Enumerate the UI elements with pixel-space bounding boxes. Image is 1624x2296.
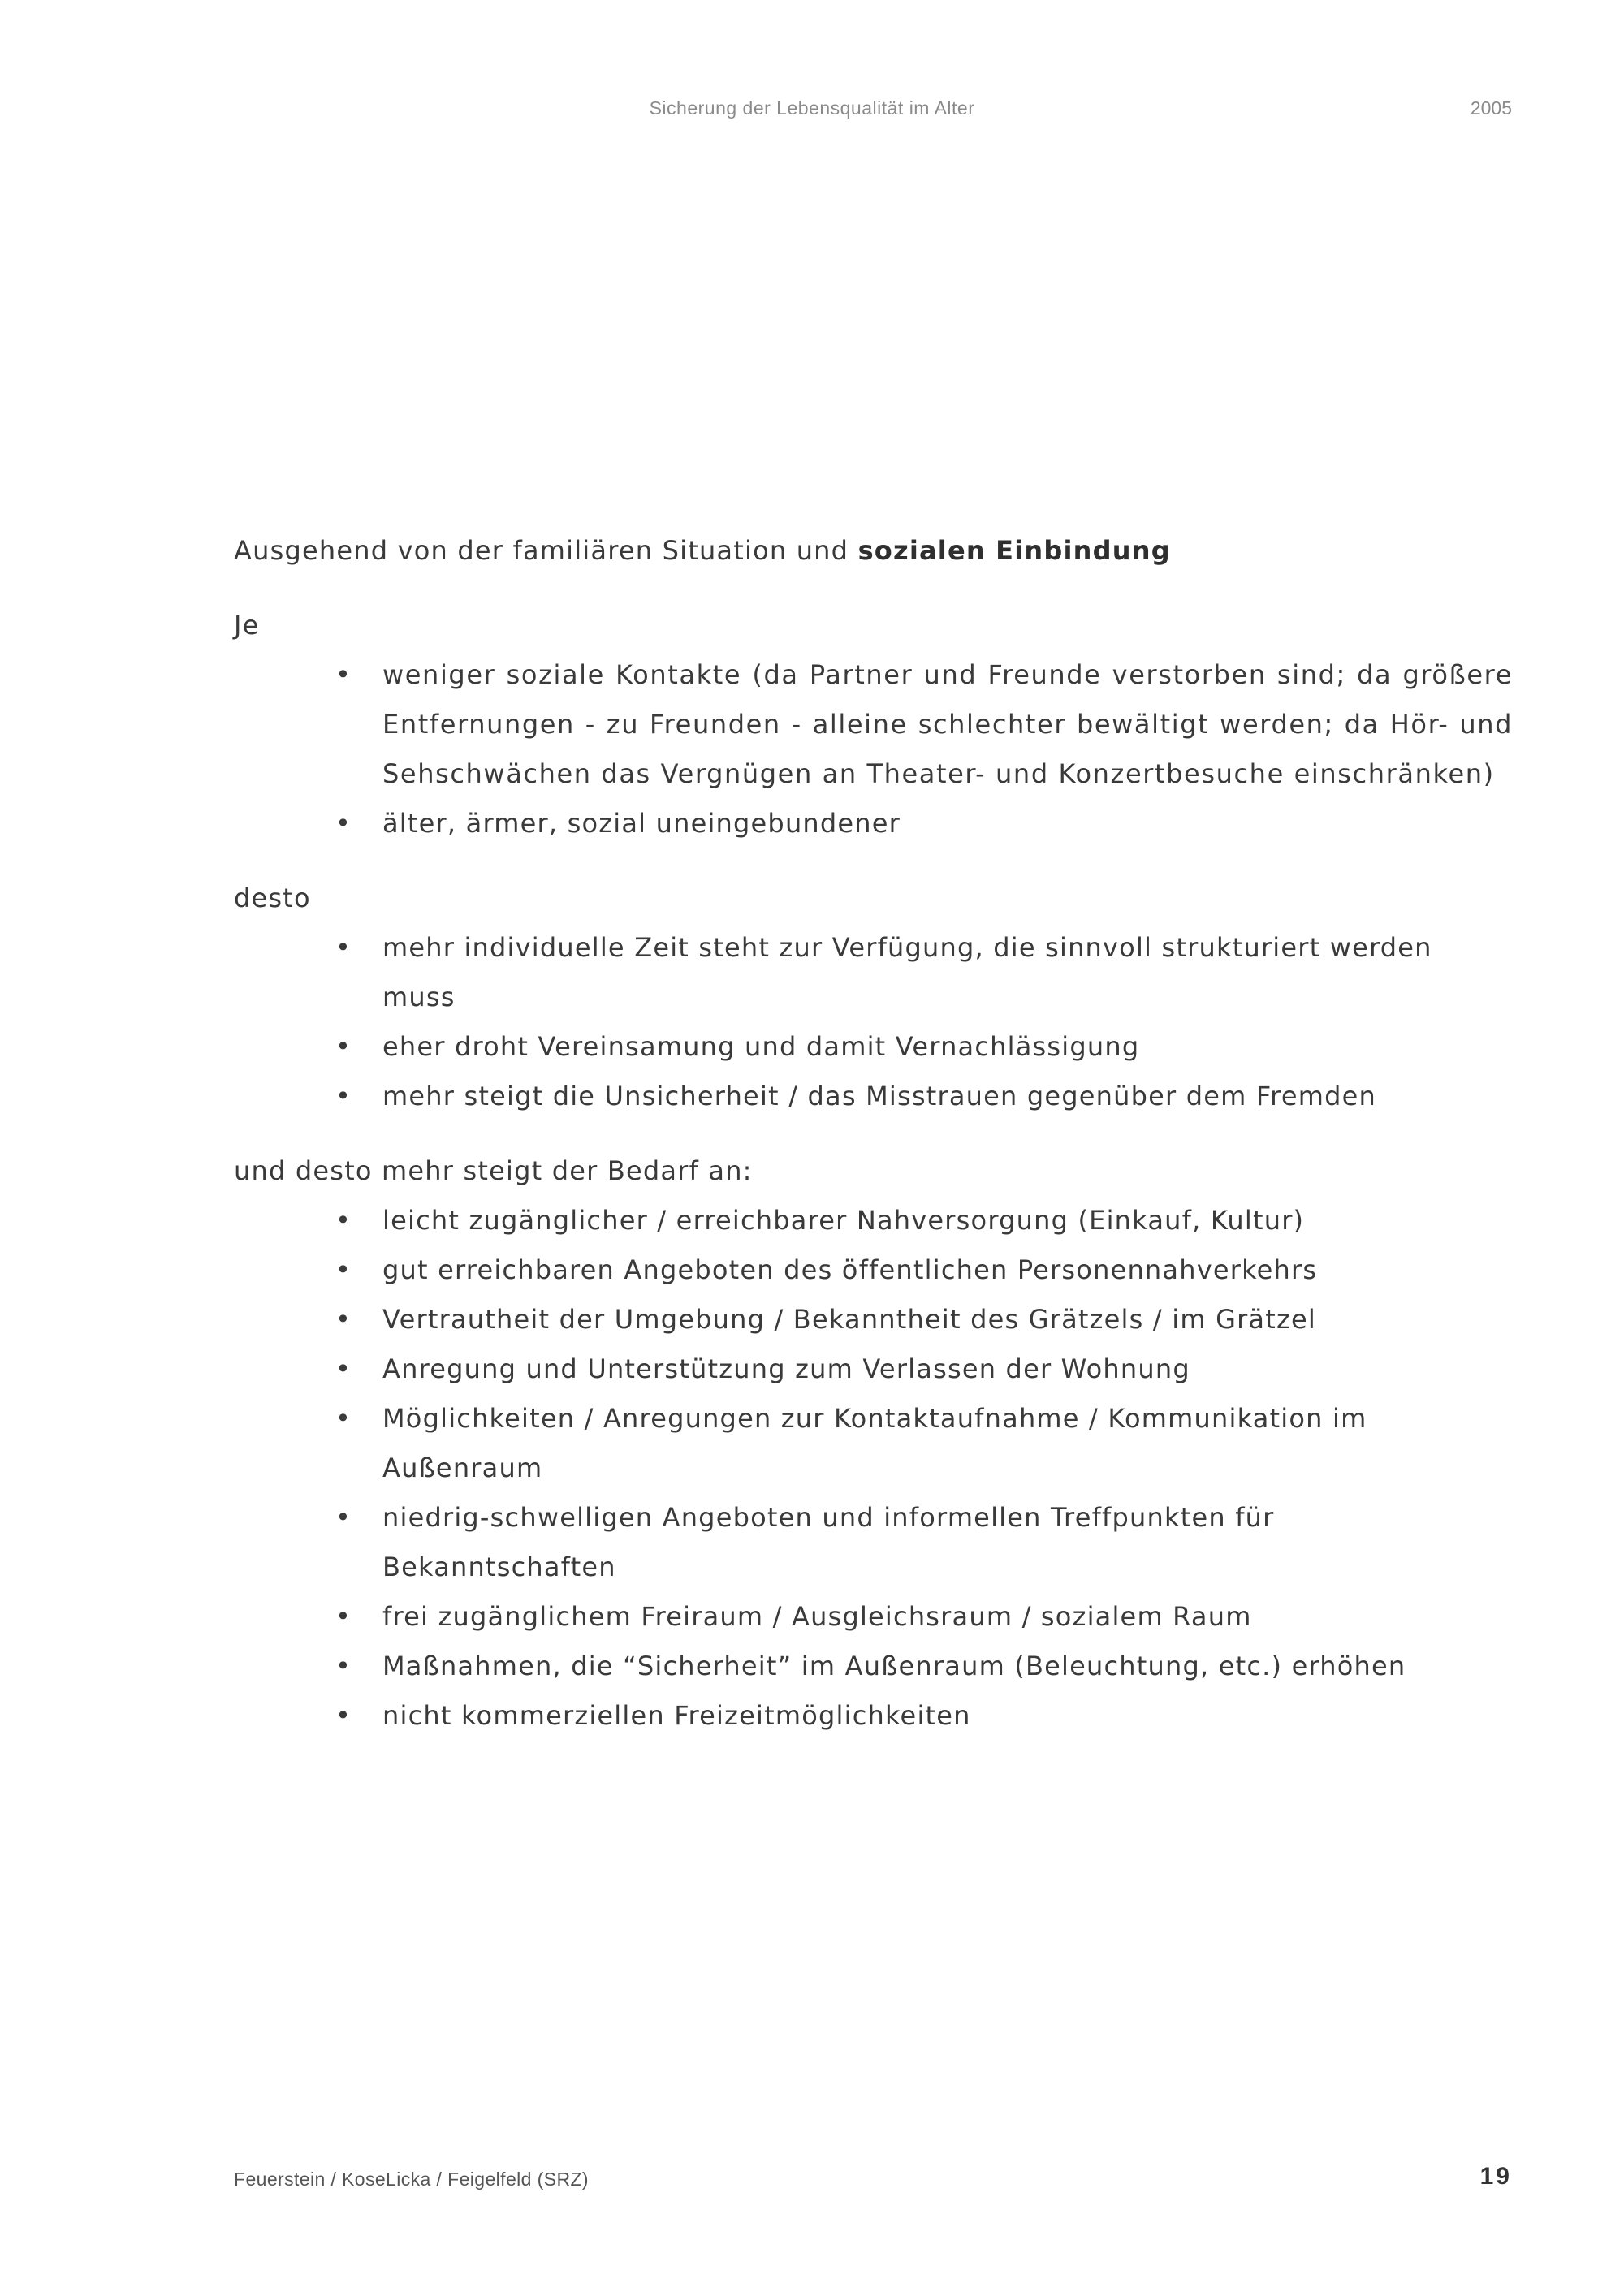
list-item: • Vertrautheit der Umgebung / Bekanntheit des Grätzels / im Grätzel: [234, 1295, 1513, 1344]
running-header-title: Sicherung der Lebensqualität im Alter: [649, 97, 975, 119]
list-item: • mehr steigt die Unsicherheit / das Misstrauen gegenüber dem Fremden: [234, 1072, 1513, 1121]
list-item: • eher droht Vereinsamung und damit Vernachlässigung: [234, 1022, 1513, 1072]
section-label-je: Je: [234, 610, 260, 641]
list-item: • Anregung und Unterstützung zum Verlassen der Wohnung: [234, 1344, 1513, 1394]
footer-authors: Feuerstein / KoseLicka / Feigelfeld (SRZ): [234, 2169, 589, 2190]
bullet-icon: •: [335, 1403, 352, 1434]
bullet-icon: •: [335, 1304, 352, 1335]
bullet-icon: •: [335, 659, 352, 690]
bullet-icon: •: [335, 1651, 352, 1681]
bullet-icon: •: [335, 1353, 352, 1384]
list-item: • leicht zugänglicher / erreichbarer Nahversorgung (Einkauf, Kultur): [234, 1196, 1513, 1245]
bullet-icon: •: [335, 1081, 352, 1111]
page-number: 19: [1479, 2163, 1512, 2190]
bullet-icon: •: [335, 1601, 352, 1632]
bullet-icon: •: [335, 1031, 352, 1062]
list-item: • älter, ärmer, sozial uneingebundener: [234, 799, 1513, 848]
bullet-list-je: [234, 650, 1513, 848]
list-item: • nicht kommerziellen Freizeitmöglichkeiten: [234, 1691, 1513, 1741]
bullet-icon: •: [335, 808, 352, 839]
intro-bold-text: sozialen Einbindung: [857, 535, 1171, 566]
bullet-icon: •: [335, 1502, 352, 1533]
bullet-list-desto: [234, 923, 1513, 1121]
bullet-icon: •: [335, 1254, 352, 1285]
bullet-icon: •: [335, 932, 352, 963]
bullet-icon: •: [335, 1700, 352, 1731]
list-item: • niedrig-schwelligen Angeboten und informellen Treffpunkten für Bekanntschaften: [234, 1493, 1513, 1592]
list-item: • frei zugänglichem Freiraum / Ausgleichsraum / sozialem Raum: [234, 1592, 1513, 1642]
list-item: • mehr individuelle Zeit steht zur Verfügung, die sinnvoll strukturiert werden muss: [234, 923, 1513, 1022]
list-item: • Möglichkeiten / Anregungen zur Kontaktaufnahme / Kommunikation im Außenraum: [234, 1394, 1513, 1493]
intro-text: Ausgehend von der familiären Situation und: [234, 535, 858, 566]
bullet-icon: •: [335, 1205, 352, 1236]
section-label-bedarf: und desto mehr steigt der Bedarf an:: [234, 1155, 753, 1186]
list-item: • weniger soziale Kontakte (da Partner und Freunde verstorben sind; da größere Entfernungen - zu Freunden - alleine schlechter bewältigt werden; da Hör- und Sehschwächen das Vergnügen an Theater- und Konzertbesuche einschränken): [234, 650, 1513, 799]
section-label-desto: desto: [234, 883, 311, 913]
page-body: [234, 526, 1513, 1741]
list-item: • gut erreichbaren Angeboten des öffentlichen Personennahverkehrs: [234, 1245, 1513, 1295]
bullet-list-bedarf: [234, 1196, 1513, 1741]
intro-paragraph: [234, 526, 1513, 576]
running-header-year: 2005: [1470, 97, 1512, 119]
list-item: • Maßnahmen, die “Sicherheit” im Außenraum (Beleuchtung, etc.) erhöhen: [234, 1642, 1513, 1691]
